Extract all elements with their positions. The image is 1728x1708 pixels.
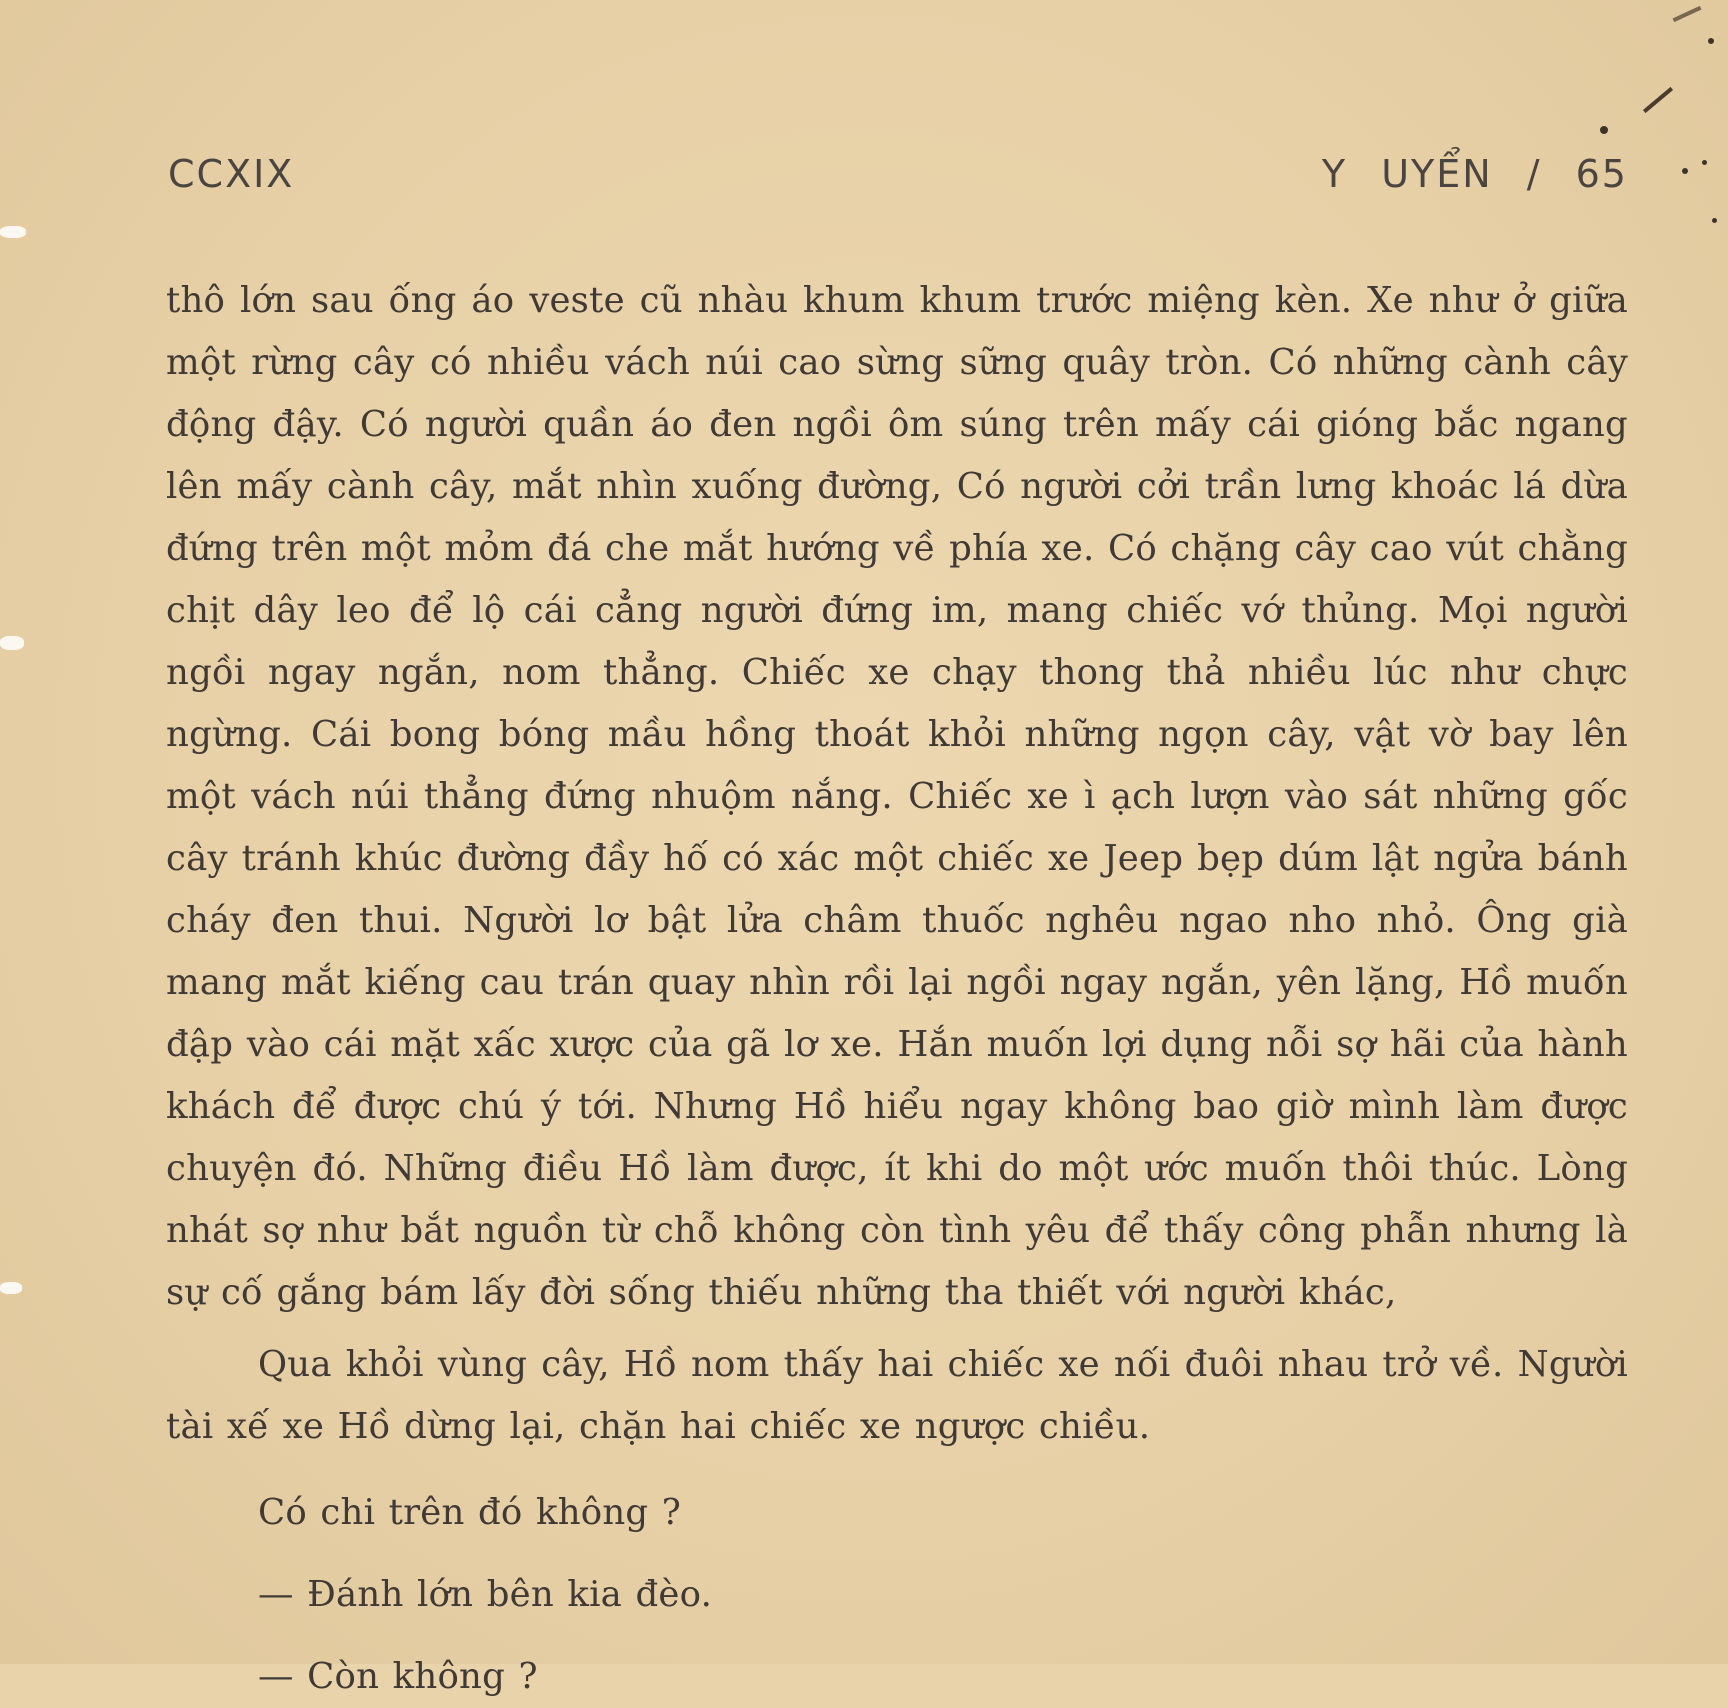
binding-hole [0,1282,22,1294]
chapter-number: CCXIX [168,152,295,196]
dialogue-line-1: Có chi trên đó không ? [258,1492,682,1533]
dialogue-line-2: — Đánh lớn bên kia đèo. [258,1574,713,1615]
page-body [166,270,1628,1708]
ink-speck [1600,126,1608,134]
binding-hole [0,226,26,238]
paragraph-1: thô lớn sau ống áo veste cũ nhàu khum khum trước miệng kèn. Xe như ở giữa một rừng cây có nhiều vách núi cao sừng sững quây tròn. Có những cành cây động đậy. Có người quần áo đen ngồi ôm súng trên mấy cái gióng bắc ngang lên mấy cành cây, mắt nhìn xuống đường, Có người cởi trần lưng khoác lá dừa đứng trên một mỏm đá che mắt hướng về phía xe. Có chặng cây cao vút chằng chịt dây leo để lộ cái cẳng người đứng im, mang chiếc vớ thủng. Mọi người ngồi ngay ngắn, nom thẳng. Chiếc xe chạy thong thả nhiều lúc như chực ngừng. Cái bong bóng mầu hồng thoát khỏi những ngọn cây, vật vờ bay lên một vách núi thẳng đứng nhuộm nắng. Chiếc xe ì ạch lượn vào sát những gốc cây tránh khúc đường đầy hố có xác một chiếc xe Jeep bẹp dúm lật ngửa bánh cháy đen thui. Người lơ bật lửa châm thuốc nghêu ngao nho nhỏ. Ông già mang mắt kiếng cau trán quay nhìn rồi lại ngồi ngay ngắn, yên lặng, Hồ muốn đập vào cái mặt xấc xược của gã lơ xe. Hắn muốn lợi dụng nỗi sợ hãi của hành khách để được chú ý tới. Nhưng Hồ hiểu ngay không bao giờ mình làm được chuyện đó. Những điều Hồ làm được, ít khi do một ước muốn thôi thúc. Lòng nhát sợ như bắt nguồn từ chỗ không còn tình yêu để thấy công phẫn nhưng là sự cố gắng bám lấy đời sống thiếu những tha thiết với người khác, [166,280,1628,1313]
binding-hole [0,636,24,650]
ink-speck [1712,218,1717,223]
pencil-mark [1643,87,1673,113]
ink-speck [1682,168,1688,174]
dialogue-line-3: — Còn không ? [258,1656,538,1697]
running-head [168,152,1628,212]
title-and-page-number: Y UYỂN / 65 [1321,152,1628,196]
pencil-mark [1673,6,1702,22]
ink-speck [1702,160,1707,165]
paragraph-2: Qua khỏi vùng cây, Hồ nom thấy hai chiếc xe nối đuôi nhau trở về. Người tài xế xe Hồ dừng lại, chặn hai chiếc xe ngược chiều. [166,1344,1628,1447]
ink-speck [1708,38,1714,44]
